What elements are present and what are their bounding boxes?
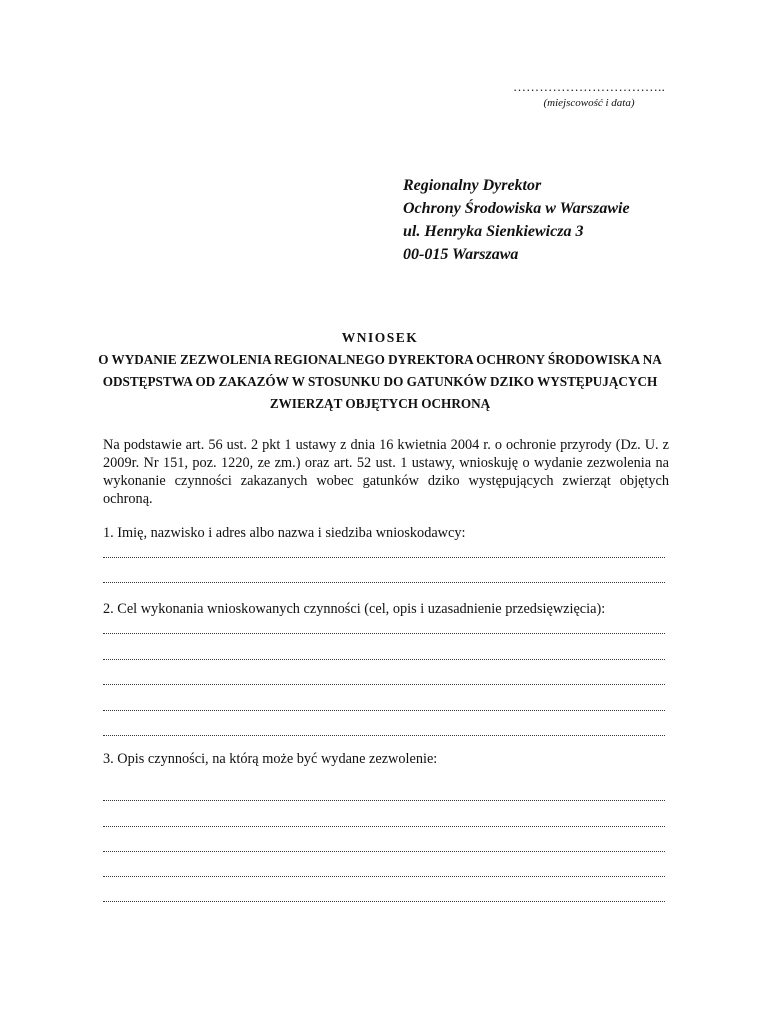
document-title — [90, 327, 670, 415]
section-2-field-line[interactable] — [103, 684, 665, 685]
addressee-block — [403, 174, 630, 266]
section-3-field-line[interactable] — [103, 826, 665, 827]
addressee-line-4: 00-015 Warszawa — [403, 246, 519, 263]
section-2-field-line[interactable] — [103, 633, 665, 634]
title-main: WNIOSEK — [341, 330, 419, 345]
title-line-3: ZWIERZĄT OBJĘTYCH OCHRONĄ — [269, 396, 491, 411]
section-2-field-line[interactable] — [103, 735, 665, 736]
section-2-field-line[interactable] — [103, 659, 665, 660]
section-2-label: 2. Cel wykonania wnioskowanych czynności (cel, opis i uzasadnienie przedsięwzięcia): — [103, 601, 606, 617]
place-date-caption: (miejscowość i data) — [543, 97, 635, 109]
intro-paragraph: Na podstawie art. 56 ust. 2 pkt 1 ustawy z dnia 16 kwietnia 2004 r. o ochronie przyrody (Dz. U. z 2009r. Nr 151, poz. 1220, ze zm.) oraz art. 52 ust. 1 ustawy, wnioskuję o wydanie zezwolenia na wykonanie czynności zakazanych wobec gatunków dziko występujących zwierząt objętych ochroną. — [103, 437, 669, 507]
section-1-label: 1. Imię, nazwisko i adres albo nazwa i siedziba wnioskodawcy: — [103, 525, 466, 541]
section-1-field-line[interactable] — [103, 557, 665, 558]
section-3-field-line[interactable] — [103, 901, 665, 902]
title-line-2: ODSTĘPSTWA OD ZAKAZÓW W STOSUNKU DO GATUNKÓW DZIKO WYSTĘPUJĄCYCH — [102, 374, 658, 389]
section-3-field-line[interactable] — [103, 876, 665, 877]
place-date-block — [509, 80, 669, 110]
addressee-line-3: ul. Henryka Sienkiewicza 3 — [403, 223, 584, 240]
title-line-1: O WYDANIE ZEZWOLENIA REGIONALNEGO DYREKTORA OCHRONY ŚRODOWISKA NA — [98, 352, 662, 367]
addressee-line-2: Ochrony Środowiska w Warszawie — [403, 200, 630, 217]
section-3-field-line[interactable] — [103, 851, 665, 852]
addressee-line-1: Regionalny Dyrektor — [403, 177, 542, 194]
section-3-field-line[interactable] — [103, 800, 665, 801]
place-date-field[interactable]: …………………………….. — [512, 79, 666, 94]
section-3-label: 3. Opis czynności, na którą może być wydane zezwolenie: — [103, 751, 438, 767]
section-1-field-line[interactable] — [103, 582, 665, 583]
section-2-field-line[interactable] — [103, 710, 665, 711]
